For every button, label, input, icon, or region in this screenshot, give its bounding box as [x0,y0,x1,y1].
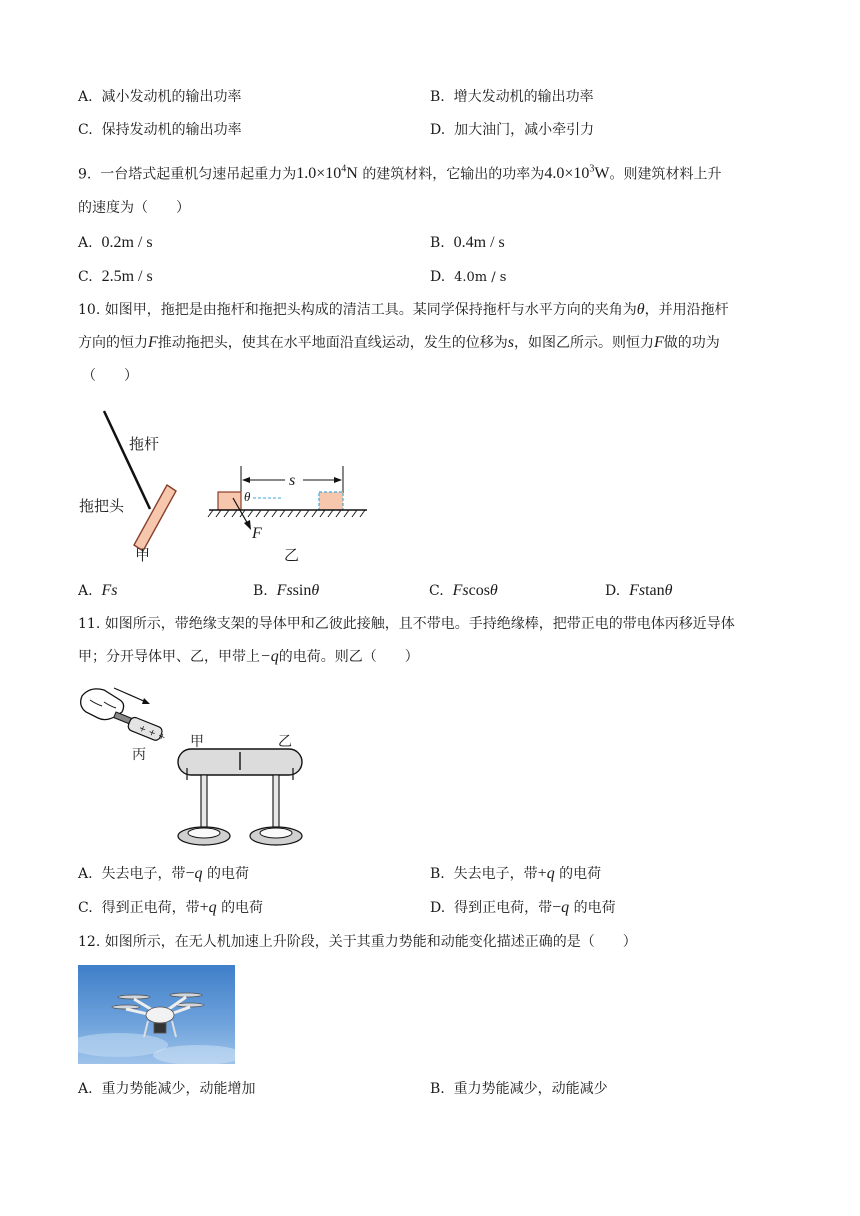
q10-stem-line2: 方向的恒力F推动拖把头，使其在水平地面沿直线运动，发生的位移为s，如图乙所示。则恒力F做的功为 [78,334,720,351]
q10-option-d: D. Fstanθ [605,582,673,599]
mop-pole [104,411,150,509]
q11-option-b: B. 失去电子，带+q 的电荷 [430,865,602,882]
label-conductor-jia: 甲 [190,734,204,750]
q12-stem: 12. 如图所示，在无人机加速上升阶段，关于其重力势能和动能变化描述正确的是（ ） [78,934,637,950]
label-theta: θ [244,489,251,504]
q8-option-d: D. 加大油门，减小牵引力 [430,122,595,138]
q9-weight-value: $1.0\times 10^4N$ [296,164,358,183]
q9-option-c: C. 2.5m / s [78,268,153,285]
q11-option-a: A. 失去电子，带−q 的电荷 [78,865,249,882]
label-conductor-yi: 乙 [278,734,292,750]
q10-option-a: A. Fs [78,582,118,599]
label-s: s [289,472,296,489]
q12-option-a: A. 重力势能减少，动能增加 [78,1081,256,1097]
q10-figure-jia [74,405,184,565]
q10-stem-line3: （ ） [82,368,138,384]
q11-stem-line2: 甲；分开导体甲、乙，甲带上−q的电荷。则乙（ ） [78,648,419,665]
q9-option-b: B. 0.4m / s [430,234,505,251]
svg-text:+ + +: + + + [136,723,167,744]
q8-option-a: A. 减小发动机的输出功率 [78,89,242,105]
q9-option-a: A. 0.2m / s [78,234,153,251]
q11-option-c: C. 得到正电荷，带+q 的电荷 [78,899,264,916]
mop-head [134,485,176,551]
q9-stem-line1: 9. 一台塔式起重机匀速吊起重力为$1.0\times 10^4N$ 的建筑材料，它输出的功率为$4.0\times 10^3W$。则建筑材料上升 [78,164,722,183]
q9-stem-line2: 的速度为（ ） [78,200,190,216]
q11-option-d: D. 得到正电荷，带−q 的电荷 [430,899,616,916]
block-start [218,492,241,510]
q10-option-c: C. Fscosθ [429,582,498,599]
label-jia: 甲 [135,546,151,564]
q9-option-d: D. 4.0m / s [430,269,507,285]
drone-photo [78,965,235,1064]
label-bing: 丙 [132,747,146,763]
block-end [319,492,343,510]
label-mop-head: 拖把头 [79,497,125,515]
q12-option-b: B. 重力势能减少，动能减少 [430,1081,608,1097]
label-F: F [252,525,262,542]
q11-figure [76,682,316,852]
label-pole: 拖杆 [129,435,160,453]
q10-option-b: B. Fssinθ [253,582,320,599]
q11-stem-line1: 11. 如图所示，带绝缘支架的导体甲和乙彼此接触，且不带电。手持绝缘棒，把带正电的带电体丙移近导体 [78,616,735,632]
q8-option-b: B. 增大发动机的输出功率 [430,89,594,105]
q9-power-value: $4.0\times 10^3W$ [544,164,610,183]
label-yi: 乙 [284,546,300,564]
q8-option-c: C. 保持发动机的输出功率 [78,122,242,138]
q10-stem-line1: 10. 如图甲，拖把是由拖杆和拖把头构成的清洁工具。某同学保持拖杆与水平方向的夹角为θ，并用沿拖杆 [78,301,729,318]
